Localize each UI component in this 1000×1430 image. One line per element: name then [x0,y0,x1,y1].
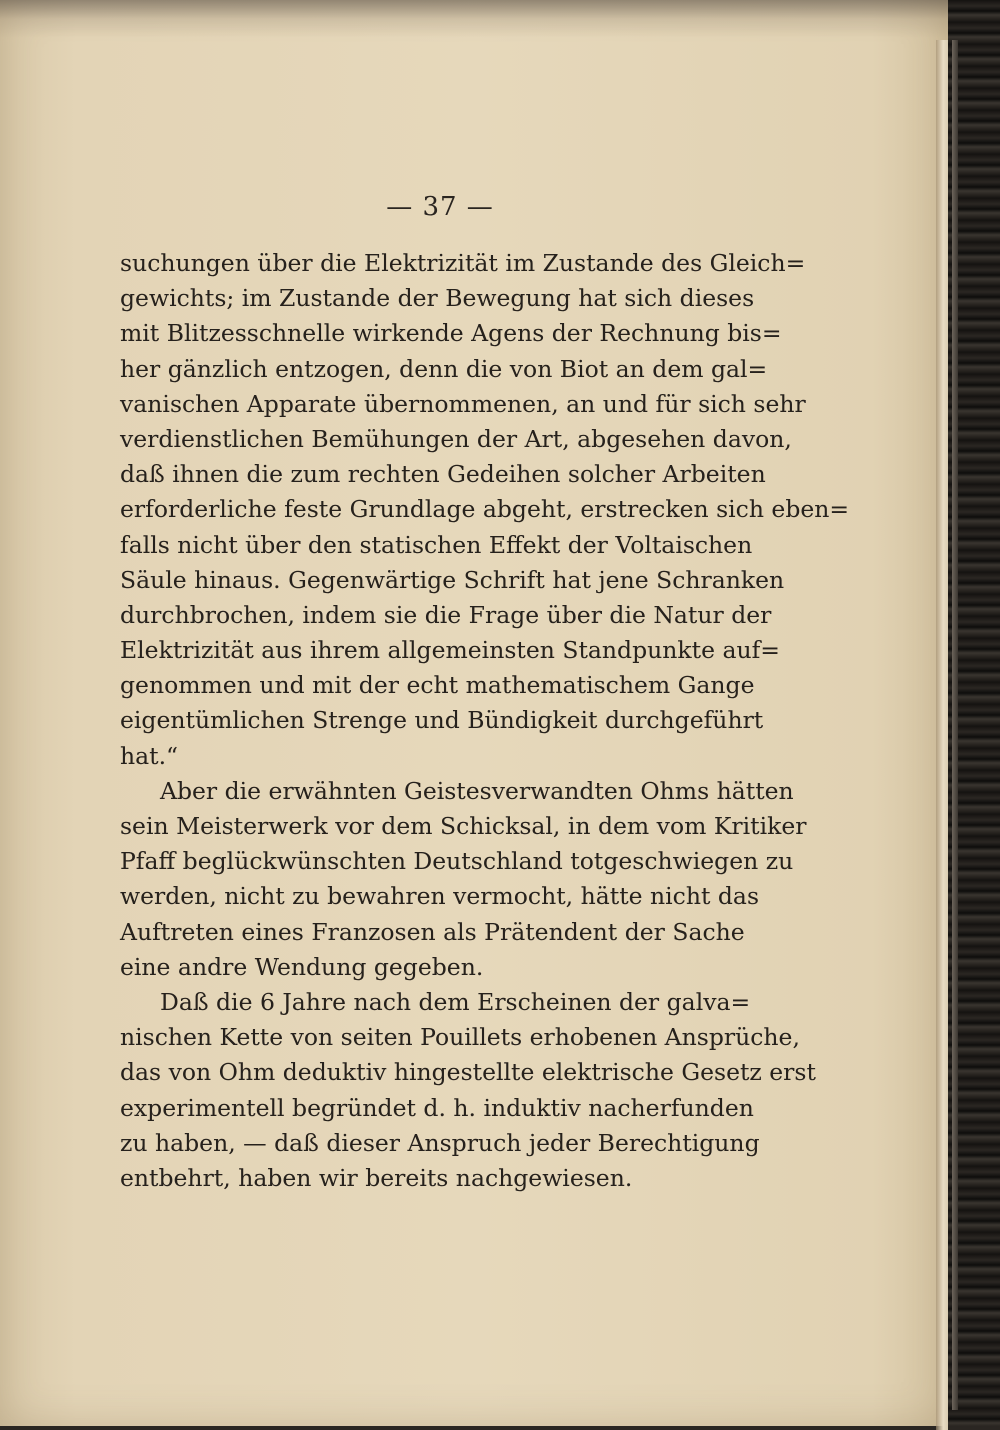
paragraph [120,985,816,1196]
body-text [120,246,850,1196]
text-line: Daß die 6 Jahre nach dem Erscheinen der galva= [160,987,751,1016]
text-line: mit Blitzesschnelle wirkende Agens der Rechnung bis= [120,319,782,348]
text-line: Aber die erwähnten Geistesverwandten Ohms hätten [160,776,794,805]
text-line: vanischen Apparate übernommenen, an und für sich sehr [120,389,806,418]
paragraph [120,774,807,985]
paragraph [120,246,850,774]
binding-edge [952,40,958,1410]
text-line: durchbrochen, indem sie die Frage über die Natur der [120,600,772,629]
text-line: daß ihnen die zum rechten Gedeihen solcher Arbeiten [120,460,766,489]
page-top-stain [0,0,948,38]
text-line: her gänzlich entzogen, denn die von Biot an dem gal= [120,354,768,383]
text-line: entbehrt, haben wir bereits nachgewiesen. [120,1163,633,1192]
text-line: Pfaff beglückwünschten Deutschland totgeschwiegen zu [120,847,794,876]
text-line: Elektrizität aus ihrem allgemeinsten Standpunkte auf= [120,636,780,665]
text-line: das von Ohm deduktiv hingestellte elektrische Gesetz erst [120,1058,816,1087]
text-line: falls nicht über den statischen Effekt der Voltaischen [120,530,753,559]
text-line: hat.“ [120,741,179,770]
text-line: gewichts; im Zustande der Bewegung hat sich dieses [120,284,755,313]
text-line: eine andre Wendung gegeben. [120,952,484,981]
text-line: werden, nicht zu bewahren vermocht, hätte nicht das [120,882,759,911]
page-edge [936,40,948,1430]
text-line: erforderliche feste Grundlage abgeht, erstrecken sich eben= [120,495,850,524]
page-number: — 37 — [386,192,494,222]
text-line: verdienstlichen Bemühungen der Art, abgesehen davon, [120,424,792,453]
text-line: suchungen über die Elektrizität im Zustande des Gleich= [120,249,806,277]
text-line: sein Meisterwerk vor dem Schicksal, in dem vom Kritiker [120,812,807,840]
text-line: eigentümlichen Strenge und Bündigkeit durchgeführt [120,706,764,735]
text-line: Auftreten eines Franzosen als Prätendent der Sache [120,917,745,946]
text-line: zu haben, — daß dieser Anspruch jeder Berechtigung [120,1128,760,1157]
text-line: experimentell begründet d. h. induktiv nacherfunden [120,1093,754,1122]
text-line: nischen Kette von seiten Pouillets erhobenen Ansprüche, [120,1023,800,1052]
text-line: Säule hinaus. Gegenwärtige Schrift hat jene Schranken [120,565,785,594]
text-line: genommen und mit der echt mathematischem Gange [120,671,755,700]
